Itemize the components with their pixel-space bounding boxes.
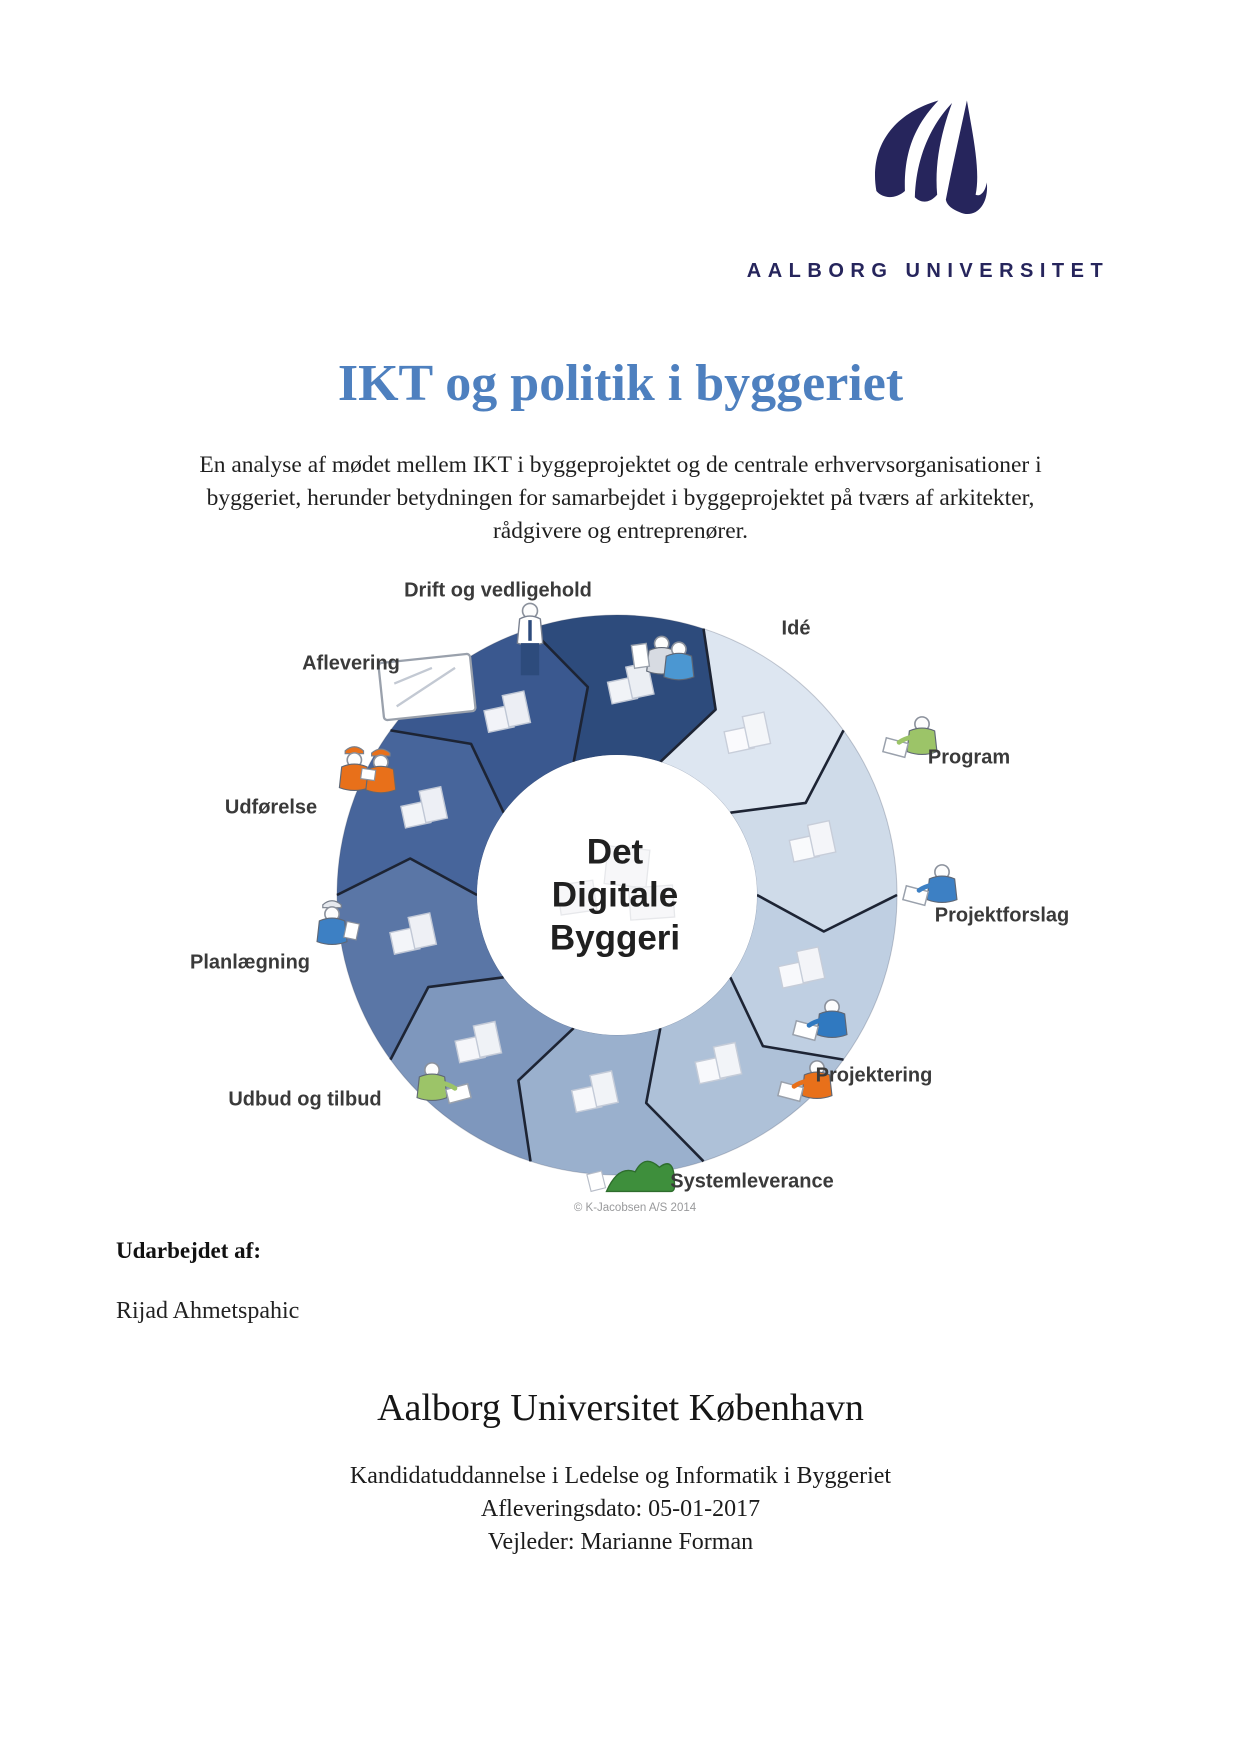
figure-stand <box>517 603 542 675</box>
institution-title: Aalborg Universitet København <box>377 1387 864 1429</box>
wheel-center-label: Byggeri <box>549 918 681 958</box>
page-title: IKT og politik i byggeriet <box>337 355 904 412</box>
author-section-heading: Udarbejdet af: <box>116 1238 261 1263</box>
wheel-center-label: Digitale <box>551 875 679 915</box>
phase-label-4: Projektering <box>815 1064 933 1087</box>
figure-pairworkers <box>339 747 395 793</box>
phase-label-6: Udbud og tilbud <box>228 1088 382 1111</box>
phase-label-2: Program <box>927 746 1011 769</box>
phase-label-5: Systemleverance <box>670 1170 834 1193</box>
phase-label-3: Projektforslag <box>934 904 1070 927</box>
university-wordmark: AALBORG UNIVERSITET <box>746 260 1110 282</box>
phase-label-1: Idé <box>781 617 811 640</box>
figure-board <box>378 654 476 721</box>
phase-label-8: Udførelse <box>224 796 318 819</box>
author-name: Rijad Ahmetspahic <box>116 1298 300 1324</box>
wheel-center-label: Det <box>586 832 644 872</box>
figure-desk <box>903 865 957 905</box>
footer-submission-date: Afleveringsdato: 05-01-2017 <box>480 1496 761 1522</box>
footer-details <box>0 1460 1241 1559</box>
footer-programme: Kandidatuddannelse i Ledelse og Informatik i Byggeriet <box>349 1463 892 1489</box>
aalborg-university-logo-icon <box>864 94 988 236</box>
phase-label-0: Drift og vedligehold <box>404 579 592 602</box>
footer-supervisor: Vejleder: Marianne Forman <box>487 1529 754 1555</box>
subtitle-line-2: byggeriet, herunder betydningen for samarbejdet i byggeprojektet på tværs af arkitekter, <box>206 485 1035 511</box>
subtitle-line-3: rådgivere og entreprenører. <box>492 518 749 544</box>
phase-label-9: Aflevering <box>302 652 400 675</box>
diagram-credit: © K-Jacobsen A/S 2014 <box>573 1202 697 1214</box>
figure-desk <box>883 717 937 757</box>
subtitle-line-1: En analyse af mødet mellem IKT i byggeprojektet og de centrale erhvervsorganisationer i <box>199 452 1042 478</box>
phase-label-7: Planlægning <box>190 951 310 974</box>
process-cycle-diagram <box>237 515 997 1275</box>
